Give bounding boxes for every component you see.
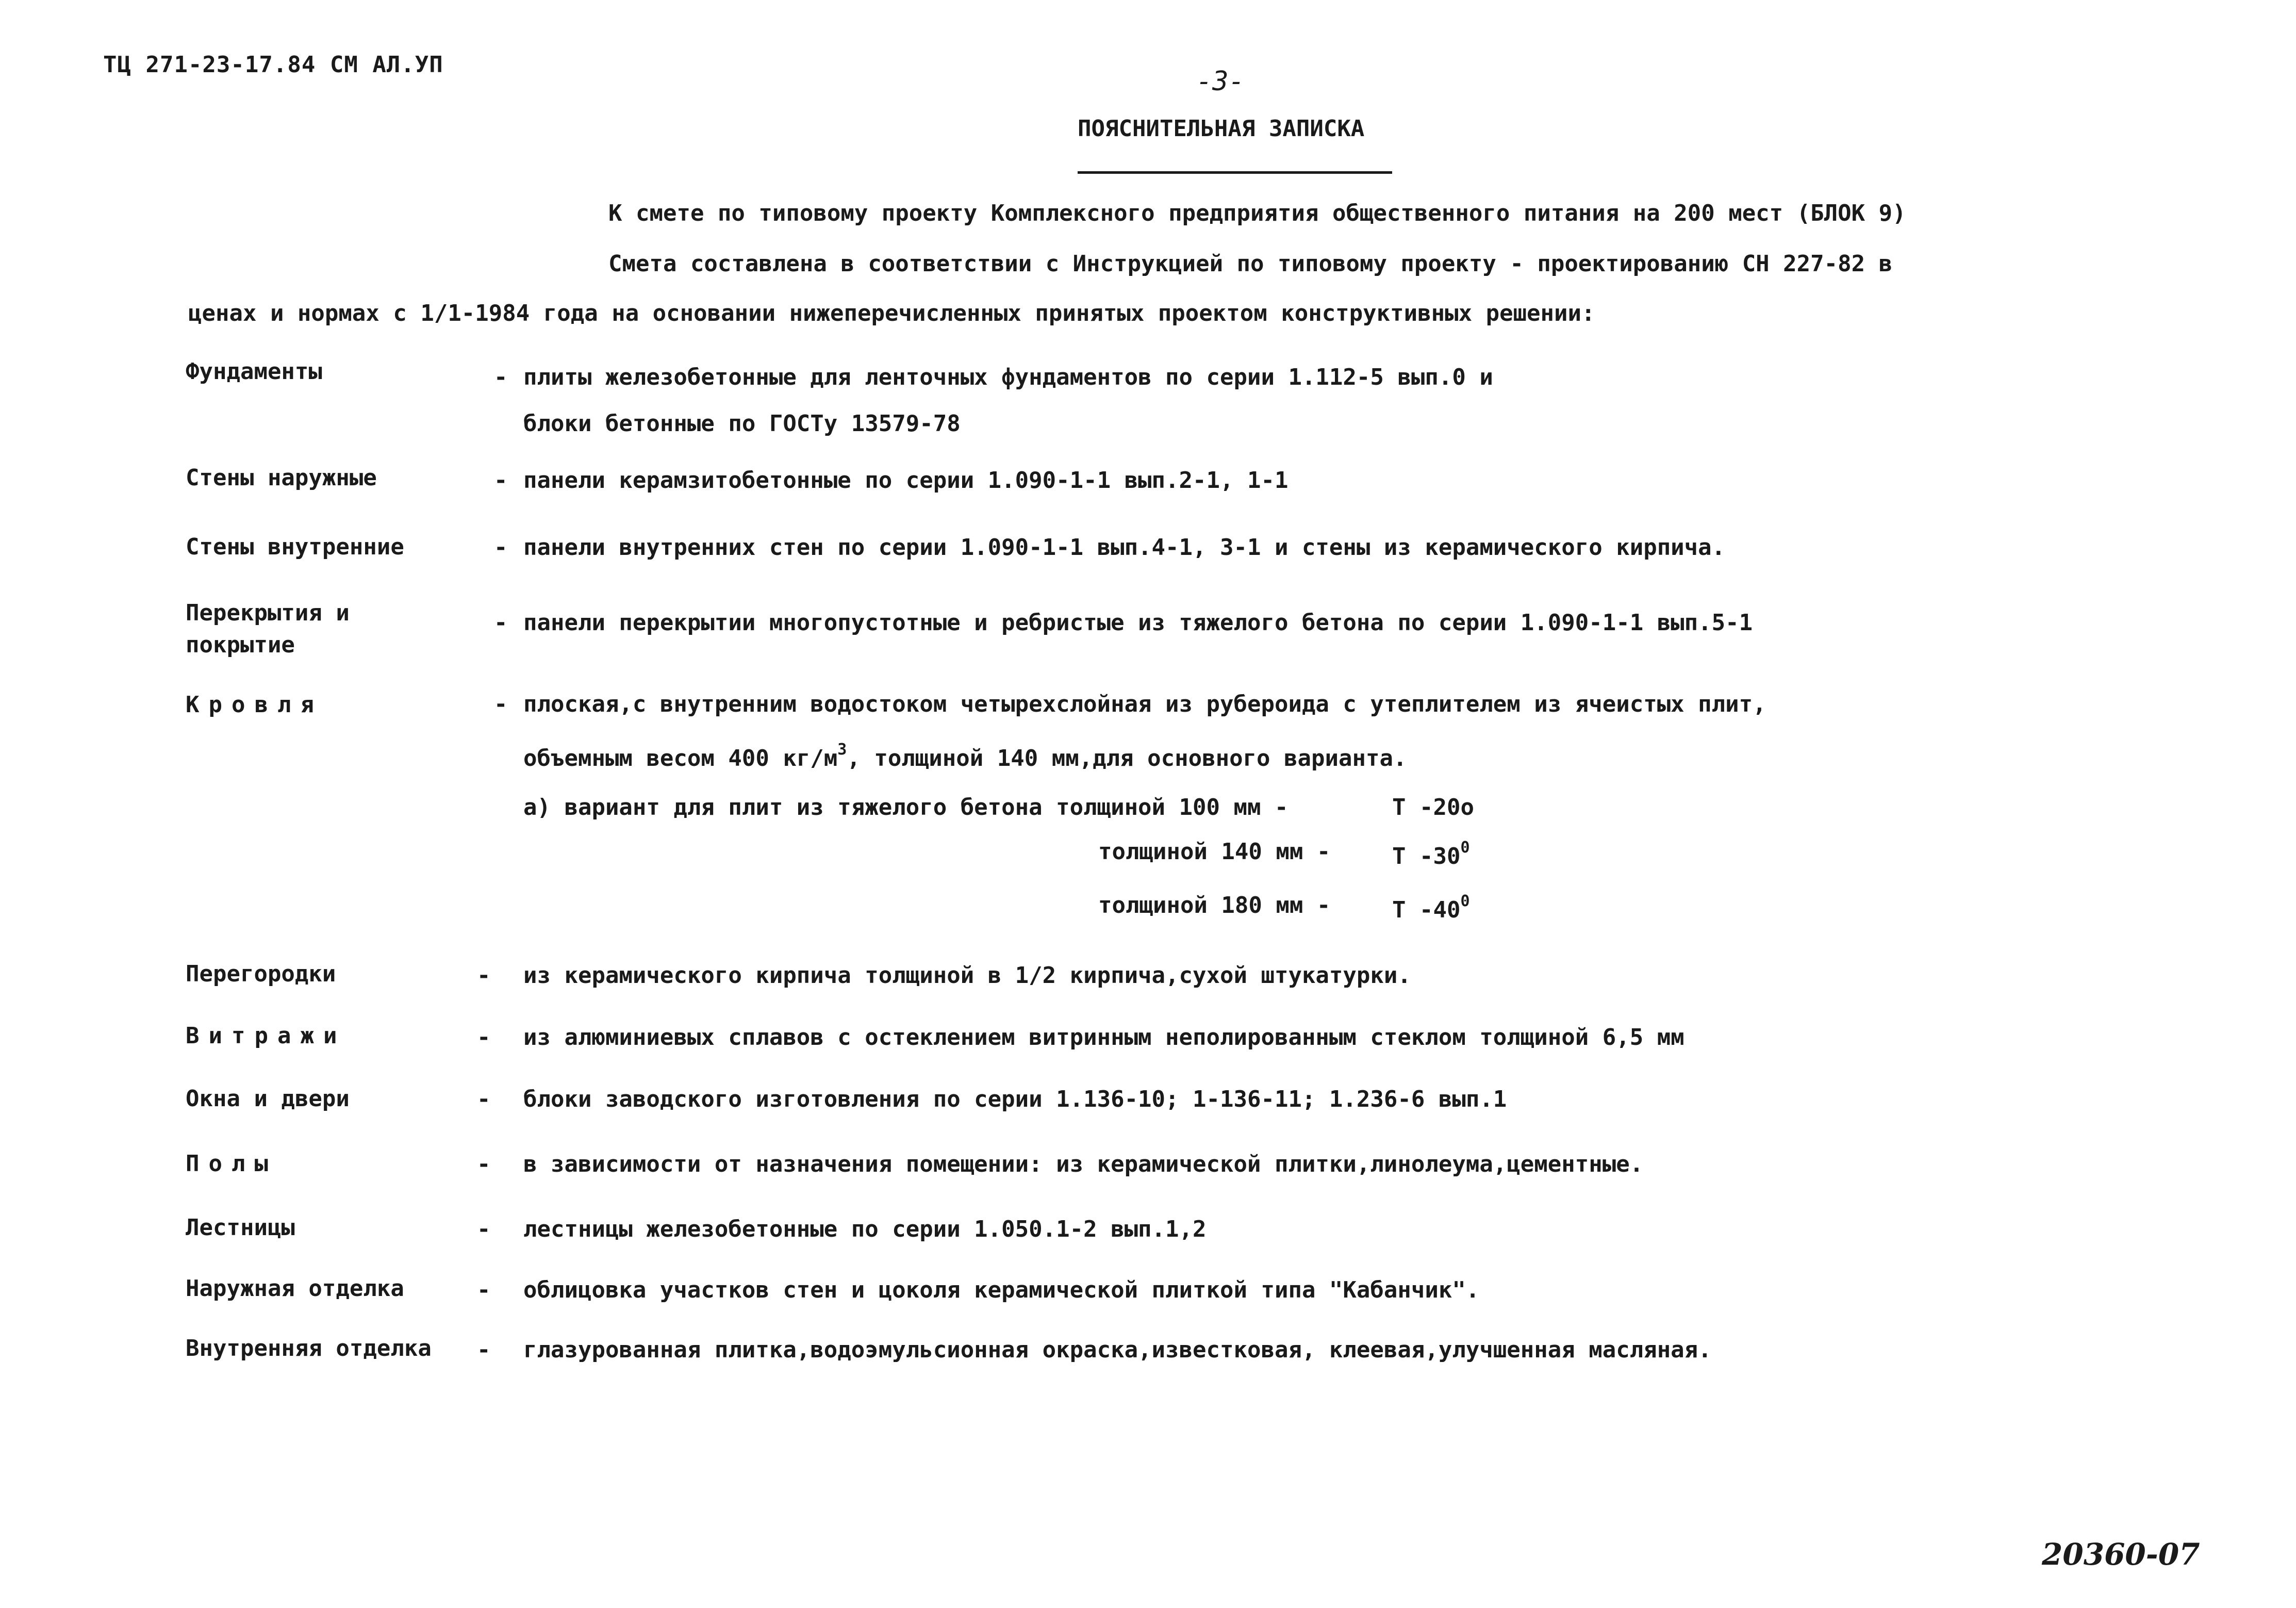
row-dash: - (494, 467, 508, 494)
row-label-stairs: Лестницы (186, 1215, 295, 1241)
row-text-stairs: лестницы железобетонные по серии 1.050.1-2 вып.1,2 (523, 1216, 1207, 1242)
row-label-foundations: Фундаменты (186, 358, 322, 385)
row-dash: - (477, 1151, 491, 1177)
intro-line-2: Смета составлена в соответствии с Инструкцией по типовому проекту - проектированию СН 227-82 в (608, 251, 1893, 277)
row-text-exterior-finish: облицовка участков стен и цоколя керамической плиткой типа "Кабанчик". (523, 1277, 1480, 1303)
intro-line-1: К смете по типовому проекту Комплексного предприятия общественного питания на 200 мест (БЛОК 9) (608, 200, 1906, 226)
row-label-exterior-finish: Наружная отделка (186, 1275, 404, 1302)
document-code: ТЦ 271-23-17.84 СМ АЛ.УП (103, 52, 443, 78)
row-label-roof: Кровля (186, 692, 323, 718)
row-label-slabs-line2: покрытие (186, 632, 295, 658)
row-text-stained-glass: из алюминиевых сплавов с остеклением витринным неполированным стеклом толщиной 6,5 мм (523, 1024, 1684, 1051)
row-label-interior-finish: Внутренняя отделка (186, 1335, 432, 1361)
row-text-partitions: из керамического кирпича толщиной в 1/2 кирпича,сухой штукатурки. (523, 962, 1411, 989)
row-label-floors: Полы (186, 1151, 277, 1177)
page-number: -3- (1196, 66, 1245, 97)
intro-line-3: ценах и нормах с 1/1-1984 года на основании нижеперечисленных принятых проектом конструктивных решении: (188, 300, 1595, 326)
row-text-roof-2 (523, 741, 1407, 772)
roof-variant-thickness-3: толщиной 180 мм - (1098, 892, 1331, 918)
roof-variant-intro: а) вариант для плит из тяжелого бетона толщиной 100 мм - (523, 794, 1289, 821)
row-text-outer-walls: панели керамзитобетонные по серии 1.090-1-1 вып.2-1, 1-1 (523, 467, 1289, 494)
roof-thickness: , толщиной 140 мм,для основного варианта. (847, 745, 1407, 772)
row-label-partitions: Перегородки (186, 961, 336, 987)
row-dash: - (477, 1086, 491, 1112)
row-label-inner-walls: Стены внутренние (186, 534, 404, 560)
row-dash: - (477, 1024, 491, 1051)
row-dash: - (477, 1337, 491, 1363)
title-underline (1078, 171, 1392, 174)
roof-density-superscript: 3 (837, 741, 847, 759)
handwritten-inventory-number: 20360-07 (2042, 1537, 2200, 1572)
roof-variant-temp-2: Т $-30^0$ (1392, 839, 1470, 869)
row-text-roof-1: плоская,с внутренним водостоком четырехслойная из рубероида с утеплителем из ячеистых плит, (523, 691, 1766, 717)
row-dash: - (477, 1216, 491, 1242)
row-dash: - (494, 534, 508, 561)
roof-variant-thickness-2: толщиной 140 мм - (1098, 839, 1331, 865)
row-label-slabs-line1: Перекрытия и (186, 600, 350, 626)
row-text-interior-finish: глазурованная плитка,водоэмульсионная окраска,известковая, клеевая,улучшенная масляная. (523, 1337, 1712, 1363)
roof-variant-temp-1: Т -20о (1392, 794, 1474, 821)
row-text-inner-walls: панели внутренних стен по серии 1.090-1-1 вып.4-1, 3-1 и стены из керамического кирпича. (523, 534, 1726, 561)
roof-density: объемным весом 400 кг/м (523, 745, 838, 772)
row-dash: - (477, 962, 491, 989)
row-dash: - (494, 610, 508, 636)
row-label-outer-walls: Стены наружные (186, 465, 377, 491)
row-label-stained-glass: Витражи (186, 1023, 346, 1049)
row-text-foundations-2: блоки бетонные по ГОСТу 13579-78 (523, 411, 961, 437)
row-text-slabs: панели перекрытии многопустотные и ребристые из тяжелого бетона по серии 1.090-1-1 вып.5-1 (523, 610, 1753, 636)
row-dash: - (494, 364, 508, 390)
row-text-windows-doors: блоки заводского изготовления по серии 1.136-10; 1-136-11; 1.236-6 вып.1 (523, 1086, 1507, 1112)
row-text-foundations-1: плиты железобетонные для ленточных фундаментов по серии 1.112-5 вып.0 и (523, 364, 1493, 390)
row-text-floors: в зависимости от назначения помещении: из керамической плитки,линолеума,цементные. (523, 1151, 1644, 1177)
row-dash: - (494, 691, 508, 717)
roof-variant-temp-3: Т $-40^0$ (1392, 892, 1470, 923)
page-title: ПОЯСНИТЕЛЬНАЯ ЗАПИСКА (1078, 116, 1365, 142)
row-dash: - (477, 1277, 491, 1303)
row-label-windows-doors: Окна и двери (186, 1086, 350, 1112)
